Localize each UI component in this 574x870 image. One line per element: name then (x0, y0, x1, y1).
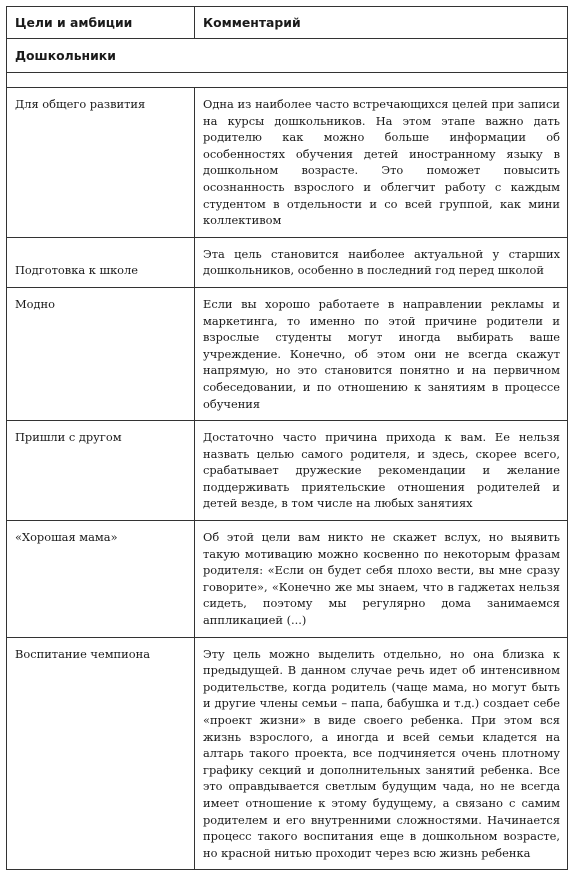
header-comment: Комментарий (195, 7, 568, 39)
spacer-row (7, 73, 568, 88)
comment-cell: Эта цель становится наиболее актуальной у старших дошкольников, особенно в последний год перед школой (195, 237, 568, 287)
goal-cell: Воспитание чемпиона (7, 637, 195, 870)
table-row (7, 521, 568, 638)
goal-cell: Пришли с другом (7, 421, 195, 521)
header-goals: Цели и амбиции (7, 7, 195, 39)
comment-cell: Об этой цели вам никто не скажет вслух, но выявить такую мотивацию можно косвенно по некоторым фразам родителя: «Если он будет себя плохо вести, вы мне сразу говорите», «Конечно же мы знаем, что в гаджетах нельзя сидеть, поэтому мы регулярно дома занимаемся аппликацией (...) (195, 521, 568, 638)
document-page (6, 6, 567, 870)
goal-cell: Для общего развития (7, 88, 195, 238)
table-row (7, 421, 568, 521)
table-row (7, 637, 568, 870)
header-row (7, 7, 568, 39)
goal-cell: «Хорошая мама» (7, 521, 195, 638)
goal-cell: Подготовка к школе (7, 237, 195, 287)
goal-cell: Модно (7, 287, 195, 420)
table-row (7, 287, 568, 420)
section-row (7, 39, 568, 73)
table-row (7, 237, 568, 287)
section-title: Дошкольники (7, 39, 568, 73)
spacer-cell (7, 73, 568, 88)
goals-table (6, 6, 568, 870)
comment-cell: Если вы хорошо работаете в направлении рекламы и маркетинга, то именно по этой причине родители и взрослые студенты могут иногда выбирать ваше учреждение. Конечно, об этом они не всегда скажут напрямую, но это становится понятно и на первичном собеседовании, и по отношению к занятиям в процессе обучения (195, 287, 568, 420)
table-row (7, 88, 568, 238)
comment-cell: Достаточно часто причина прихода к вам. Ее нельзя назвать целью самого родителя, и здесь, скорее всего, срабатывает дружеские рекомендации и желание поддерживать приятельские отношения родителей и детей везде, в том числе на любых занятиях (195, 421, 568, 521)
comment-cell: Эту цель можно выделить отдельно, но она близка к предыдущей. В данном случае речь идет об интенсивном родительстве, когда родитель (чаще мама, но могут быть и другие члены семьи – папа, бабушка и т.д.) создает себе «проект жизни» в виде своего ребенка. При этом вся жизнь взрослого, а иногда и всей семьи кладется на алтарь такого проекта, все подчиняется очень плотному графику секций и дополнительных занятий ребенка. Все это оправдывается светлым будущим чада, но не всегда имеет отношение к этому будущему, а связано с самим родителем и его внутренними сложностями. Начинается процесс такого воспитания еще в дошкольном возрасте, но красной нитью проходит через всю жизнь ребенка (195, 637, 568, 870)
comment-cell: Одна из наиболее часто встречающихся целей при записи на курсы дошкольников. На этом этапе важно дать родителю как можно больше информации об особенностях обучения детей иностранному языку в дошкольном возрасте. Это поможет повысить осознанность взрослого и облегчит работу с каждым студентом в отдельности и со всей группой, как мини коллективом (195, 88, 568, 238)
